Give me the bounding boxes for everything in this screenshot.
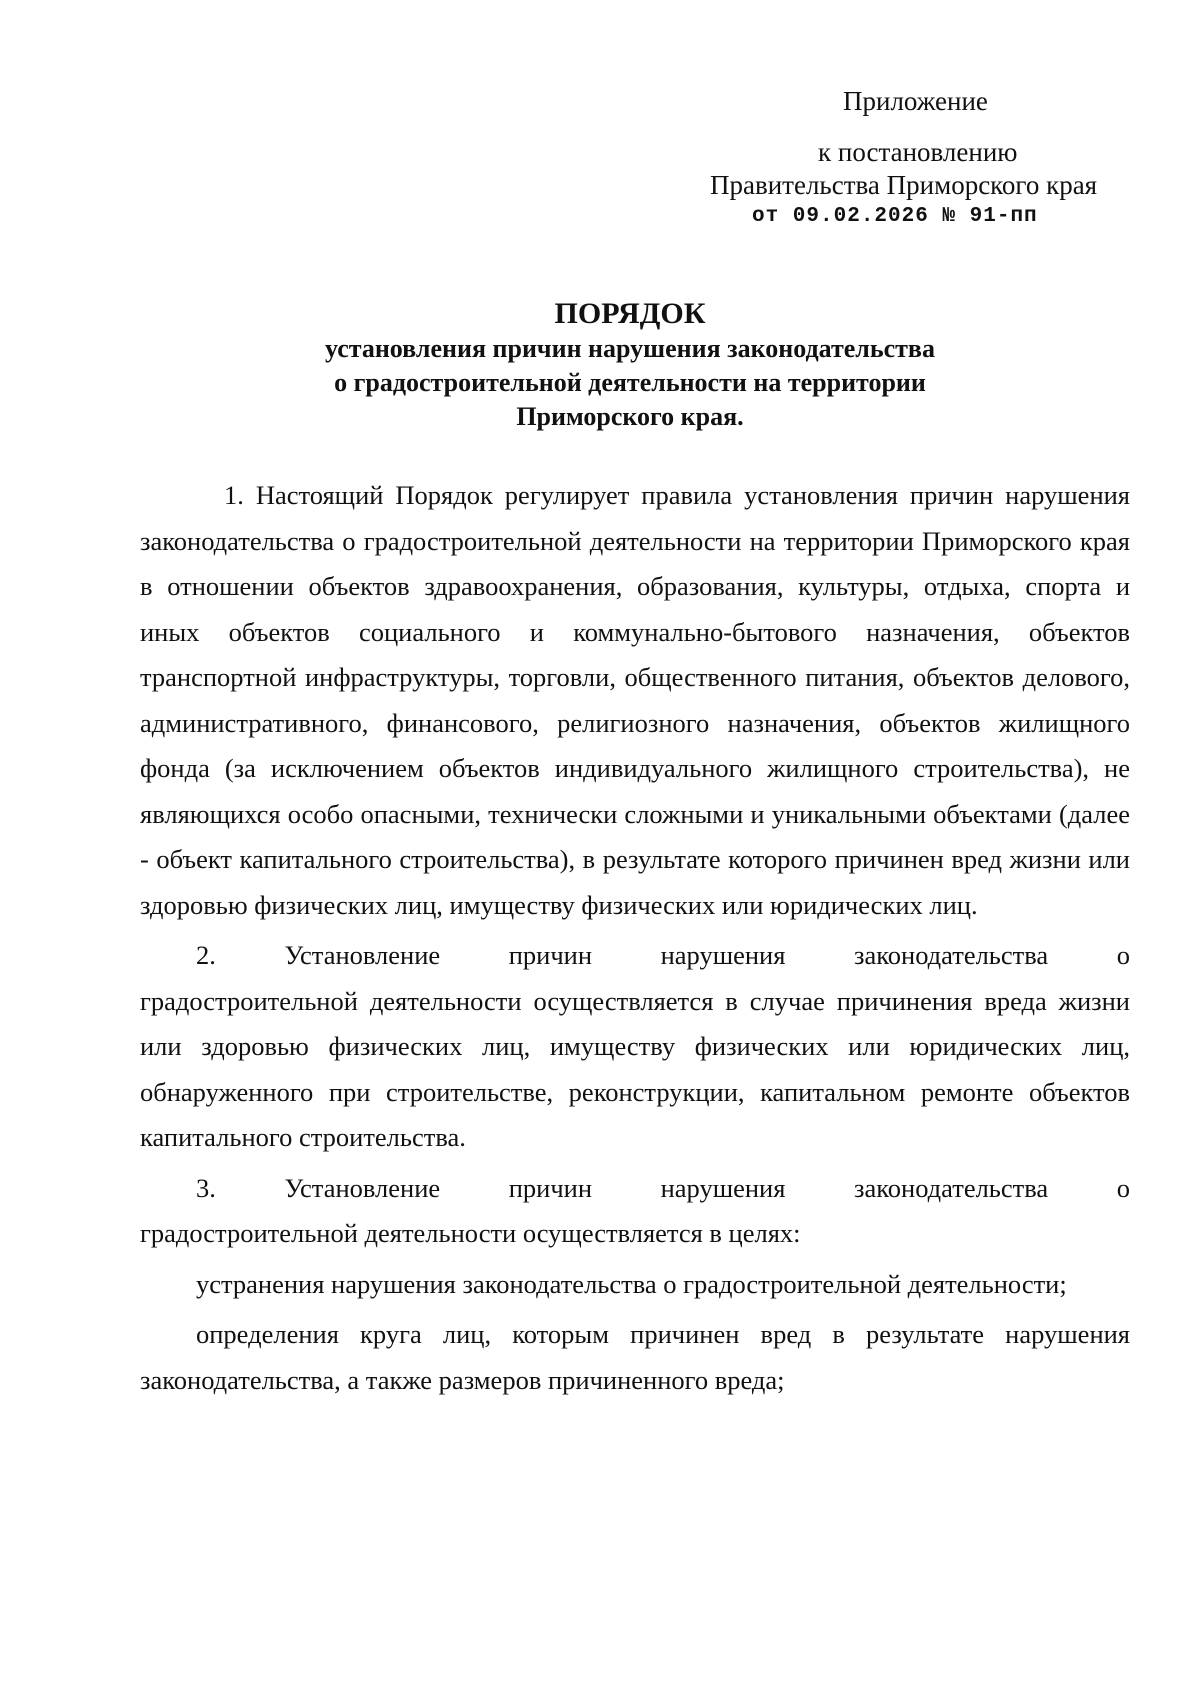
paragraph-2-continuation: градостроительной деятельности осуществляется в случае причинения вреда жизни или здоровью физических лиц, имуществу физических или юридических лиц, обнаруженного при строительстве, реконструкции, капитальном ремонте объектов капитального строительства. bbox=[140, 985, 1130, 1152]
document-title: ПОРЯДОК bbox=[554, 297, 706, 330]
paragraph-3-continuation: градостроительной деятельности осуществляется в целях: bbox=[140, 1218, 801, 1248]
paragraph-2-first-line: 2. Установление причин нарушения законодательства о bbox=[196, 940, 1130, 970]
appendix-date-number: от 09.02.2026 № 91-пп bbox=[752, 205, 1038, 228]
document-subtitle-line-1: установления причин нарушения законодательства bbox=[325, 334, 935, 363]
paragraph-5: определения круга лиц, которым причинен вред в результате нарушения законодательства, а также размеров причиненного вреда; bbox=[140, 1319, 1130, 1395]
appendix-reference: к постановлению bbox=[818, 137, 1018, 167]
paragraph-4: устранения нарушения законодательства о градостроительной деятельности; bbox=[196, 1268, 1067, 1299]
document-body bbox=[140, 473, 1130, 1403]
document-title-block bbox=[130, 296, 1130, 434]
appendix-label: Приложение bbox=[843, 86, 988, 116]
document-subtitle-line-3: Приморского края. bbox=[516, 402, 744, 431]
document-subtitle-line-2: о градостроительной деятельности на территории bbox=[334, 368, 926, 397]
paragraph-1: 1. Настоящий Порядок регулирует правила установления причин нарушения законодательства о градостроительной деятельности на территории Приморского края в отношении объектов здравоохранения, образования, культуры, отдыха, спорта и иных объектов социального и коммунально-бытового назначения, объектов транспортной инфраструктуры, торговли, общественного питания, объектов делового, административного, финансового, религиозного назначения, объектов жилищного фонда (за исключением объектов индивидуального жилищного строительства), не являющихся особо опасными, технически сложными и уникальными объектами (далее - объект капитального строительства), в результате которого причинен вред жизни или здоровью физических лиц, имуществу физических или юридических лиц. bbox=[140, 480, 1130, 920]
paragraph-3-first-line: 3. Установление причин нарушения законодательства о bbox=[196, 1172, 1130, 1203]
appendix-authority: Правительства Приморского края bbox=[710, 170, 1098, 200]
